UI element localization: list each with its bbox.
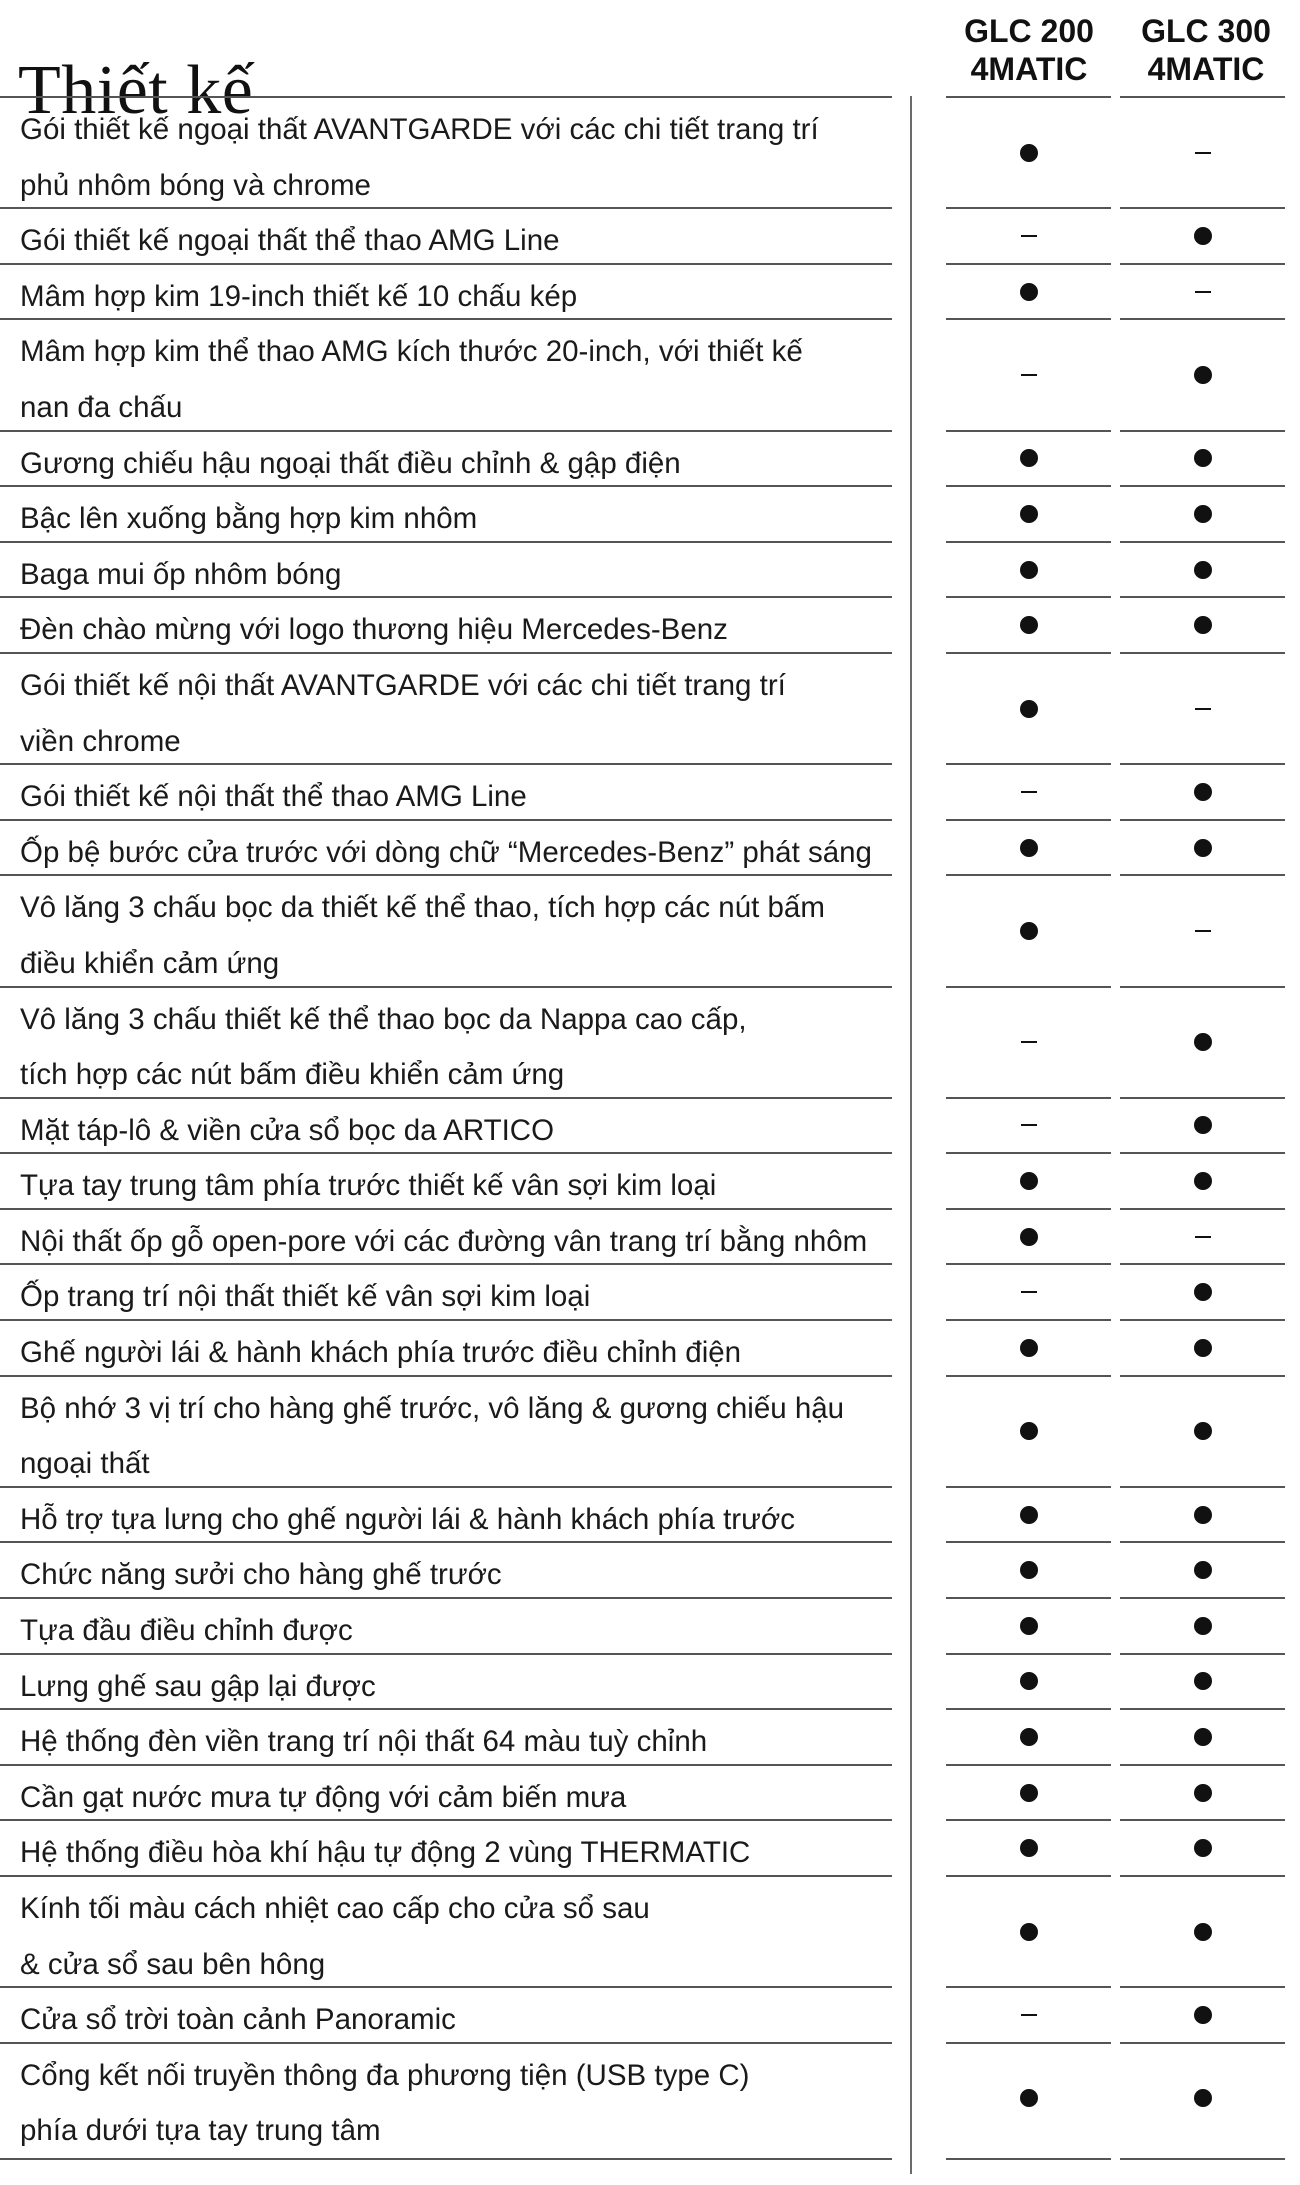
- standard-dot-icon: [1194, 2006, 1212, 2024]
- feature-label: [0, 541, 892, 597]
- table-row: [0, 986, 1300, 1097]
- table-row: [0, 874, 1300, 985]
- table-row: [0, 652, 1300, 763]
- feature-label-line: Ghế người lái & hành khách phía trước điều chỉnh điện: [20, 1336, 742, 1370]
- standard-dot-icon: [1020, 922, 1038, 940]
- standard-dot-icon: [1194, 783, 1212, 801]
- standard-dot-icon: [1194, 1506, 1212, 1524]
- glc-200-availability-cell: [946, 819, 1111, 875]
- glc-200-availability-cell: [946, 1708, 1111, 1764]
- feature-label: [0, 263, 892, 319]
- feature-label: [0, 596, 892, 652]
- feature-table: [0, 96, 1300, 2153]
- standard-dot-icon: [1020, 1923, 1038, 1941]
- table-row: [0, 263, 1300, 319]
- glc-300-availability-cell: [1120, 1819, 1285, 1875]
- feature-label: [0, 96, 892, 207]
- column-header-glc-300-4matic: [1121, 12, 1291, 88]
- column-header-line: 4MATIC: [970, 51, 1088, 87]
- feature-label-line: Cửa sổ trời toàn cảnh Panoramic: [20, 2003, 456, 2037]
- glc-300-availability-cell: [1120, 1875, 1285, 1986]
- feature-label: [0, 1819, 892, 1875]
- feature-label: [0, 1208, 892, 1264]
- standard-dot-icon: [1194, 1784, 1212, 1802]
- glc-300-availability-cell: [1120, 874, 1285, 985]
- glc-300-availability-cell: [1120, 1152, 1285, 1208]
- glc-200-availability-cell: [946, 874, 1111, 985]
- glc-200-availability-cell: [946, 1819, 1111, 1875]
- feature-label-line: Mặt táp-lô & viền cửa sổ bọc da ARTICO: [20, 1113, 555, 1147]
- glc-300-availability-cell: [1120, 1541, 1285, 1597]
- feature-label: [0, 1986, 892, 2042]
- table-row: [0, 1875, 1300, 1986]
- table-row: [0, 1708, 1300, 1764]
- not-available-dash-icon: [1195, 152, 1211, 154]
- feature-label-line: Hỗ trợ tựa lưng cho ghế người lái & hành khách phía trước: [20, 1502, 795, 1536]
- glc-200-availability-cell: [946, 1986, 1111, 2042]
- feature-label: [0, 1486, 892, 1542]
- glc-200-availability-cell: [946, 596, 1111, 652]
- table-row: [0, 2042, 1300, 2153]
- not-available-dash-icon: [1021, 2014, 1037, 2016]
- standard-dot-icon: [1020, 700, 1038, 718]
- standard-dot-icon: [1194, 1033, 1212, 1051]
- table-bottom-rule: [1120, 2158, 1285, 2160]
- glc-300-availability-cell: [1120, 2042, 1285, 2153]
- standard-dot-icon: [1020, 1561, 1038, 1579]
- feature-label: [0, 485, 892, 541]
- not-available-dash-icon: [1195, 708, 1211, 710]
- feature-label-line: phía dưới tựa tay trung tâm: [20, 2114, 381, 2148]
- glc-300-availability-cell: [1120, 1263, 1285, 1319]
- not-available-dash-icon: [1021, 235, 1037, 237]
- feature-label-line: nan đa chấu: [20, 390, 183, 424]
- feature-label-line: Cần gạt nước mưa tự động với cảm biến mưa: [20, 1780, 627, 1814]
- feature-label-line: Tựa tay trung tâm phía trước thiết kế vân sợi kim loại: [20, 1169, 717, 1203]
- standard-dot-icon: [1020, 1839, 1038, 1857]
- standard-dot-icon: [1194, 1672, 1212, 1690]
- standard-dot-icon: [1194, 839, 1212, 857]
- standard-dot-icon: [1020, 1728, 1038, 1746]
- standard-dot-icon: [1194, 449, 1212, 467]
- table-row: [0, 1208, 1300, 1264]
- feature-label: [0, 1375, 892, 1486]
- feature-label: [0, 763, 892, 819]
- glc-200-availability-cell: [946, 763, 1111, 819]
- glc-300-availability-cell: [1120, 986, 1285, 1097]
- feature-label-line: Nội thất ốp gỗ open-pore với các đường vân trang trí bằng nhôm: [20, 1224, 868, 1258]
- table-row: [0, 1653, 1300, 1709]
- standard-dot-icon: [1194, 1839, 1212, 1857]
- feature-label-line: Hệ thống điều hòa khí hậu tự động 2 vùng THERMATIC: [20, 1836, 751, 1870]
- feature-label-line: Đèn chào mừng với logo thương hiệu Mercedes-Benz: [20, 613, 728, 647]
- standard-dot-icon: [1194, 1923, 1212, 1941]
- standard-dot-icon: [1194, 1116, 1212, 1134]
- feature-label-line: & cửa sổ sau bên hông: [20, 1947, 326, 1981]
- standard-dot-icon: [1020, 1672, 1038, 1690]
- feature-label: [0, 1263, 892, 1319]
- feature-label: [0, 430, 892, 486]
- not-available-dash-icon: [1021, 1041, 1037, 1043]
- feature-label-line: Mâm hợp kim thể thao AMG kích thước 20-inch, với thiết kế: [20, 335, 803, 369]
- glc-200-availability-cell: [946, 2042, 1111, 2153]
- standard-dot-icon: [1020, 616, 1038, 634]
- feature-label-line: Tựa đầu điều chỉnh được: [20, 1614, 353, 1648]
- feature-label-line: Chức năng sưởi cho hàng ghế trước: [20, 1558, 502, 1592]
- glc-200-availability-cell: [946, 207, 1111, 263]
- feature-label-line: Gói thiết kế nội thất AVANTGARDE với các chi tiết trang trí: [20, 668, 786, 702]
- standard-dot-icon: [1194, 1617, 1212, 1635]
- glc-300-availability-cell: [1120, 596, 1285, 652]
- glc-300-availability-cell: [1120, 1653, 1285, 1709]
- feature-label: [0, 1653, 892, 1709]
- table-row: [0, 485, 1300, 541]
- glc-200-availability-cell: [946, 485, 1111, 541]
- glc-300-availability-cell: [1120, 207, 1285, 263]
- glc-300-availability-cell: [1120, 263, 1285, 319]
- glc-300-availability-cell: [1120, 96, 1285, 207]
- not-available-dash-icon: [1021, 791, 1037, 793]
- feature-label: [0, 1152, 892, 1208]
- standard-dot-icon: [1020, 1617, 1038, 1635]
- standard-dot-icon: [1194, 1172, 1212, 1190]
- standard-dot-icon: [1194, 616, 1212, 634]
- feature-label-line: Cổng kết nối truyền thông đa phương tiện (USB type C): [20, 2058, 750, 2092]
- feature-label-line: Vô lăng 3 chấu bọc da thiết kế thể thao, tích hợp các nút bấm: [20, 891, 825, 925]
- glc-300-availability-cell: [1120, 541, 1285, 597]
- feature-label-line: Baga mui ốp nhôm bóng: [20, 557, 342, 591]
- glc-300-availability-cell: [1120, 1764, 1285, 1820]
- standard-dot-icon: [1194, 227, 1212, 245]
- feature-label-line: Gói thiết kế ngoại thất thể thao AMG Line: [20, 224, 560, 258]
- glc-300-availability-cell: [1120, 485, 1285, 541]
- feature-label-line: Bộ nhớ 3 vị trí cho hàng ghế trước, vô lăng & gương chiếu hậu: [20, 1391, 845, 1425]
- standard-dot-icon: [1194, 1728, 1212, 1746]
- glc-200-availability-cell: [946, 1541, 1111, 1597]
- not-available-dash-icon: [1021, 374, 1037, 376]
- standard-dot-icon: [1194, 1283, 1212, 1301]
- feature-label-line: Mâm hợp kim 19-inch thiết kế 10 chấu kép: [20, 279, 578, 313]
- column-header-glc-200-4matic: [944, 12, 1114, 88]
- glc-200-availability-cell: [946, 318, 1111, 429]
- table-row: [0, 1319, 1300, 1375]
- standard-dot-icon: [1194, 1422, 1212, 1440]
- glc-200-availability-cell: [946, 541, 1111, 597]
- standard-dot-icon: [1020, 505, 1038, 523]
- standard-dot-icon: [1020, 449, 1038, 467]
- feature-label-line: điều khiển cảm ứng: [20, 946, 280, 980]
- not-available-dash-icon: [1021, 1124, 1037, 1126]
- column-header-line: GLC 200: [964, 13, 1094, 49]
- standard-dot-icon: [1020, 144, 1038, 162]
- table-row: [0, 819, 1300, 875]
- standard-dot-icon: [1020, 1339, 1038, 1357]
- glc-200-availability-cell: [946, 1319, 1111, 1375]
- table-row: [0, 1597, 1300, 1653]
- table-row: [0, 1986, 1300, 2042]
- feature-label: [0, 1097, 892, 1153]
- feature-label-line: ngoại thất: [20, 1447, 150, 1481]
- feature-label-line: Ốp bệ bước cửa trước với dòng chữ “Mercedes-Benz” phát sáng: [20, 835, 872, 869]
- not-available-dash-icon: [1021, 1291, 1037, 1293]
- standard-dot-icon: [1020, 839, 1038, 857]
- glc-200-availability-cell: [946, 1097, 1111, 1153]
- feature-label-line: phủ nhôm bóng và chrome: [20, 168, 371, 202]
- feature-label-line: viền chrome: [20, 724, 181, 758]
- glc-200-availability-cell: [946, 1653, 1111, 1709]
- glc-200-availability-cell: [946, 1597, 1111, 1653]
- column-header-line: 4MATIC: [1147, 51, 1265, 87]
- table-row: [0, 207, 1300, 263]
- feature-label-line: Vô lăng 3 chấu thiết kế thể thao bọc da Nappa cao cấp,: [20, 1002, 747, 1036]
- standard-dot-icon: [1020, 283, 1038, 301]
- column-header-line: GLC 300: [1141, 13, 1271, 49]
- feature-label: [0, 986, 892, 1097]
- table-row: [0, 96, 1300, 207]
- glc-300-availability-cell: [1120, 1375, 1285, 1486]
- standard-dot-icon: [1020, 1172, 1038, 1190]
- glc-200-availability-cell: [946, 1375, 1111, 1486]
- glc-300-availability-cell: [1120, 1097, 1285, 1153]
- glc-300-availability-cell: [1120, 819, 1285, 875]
- feature-label-line: Lưng ghế sau gập lại được: [20, 1669, 376, 1703]
- feature-label: [0, 1875, 892, 1986]
- feature-label-line: Kính tối màu cách nhiệt cao cấp cho cửa sổ sau: [20, 1892, 650, 1925]
- glc-200-availability-cell: [946, 263, 1111, 319]
- glc-300-availability-cell: [1120, 318, 1285, 429]
- standard-dot-icon: [1194, 505, 1212, 523]
- glc-200-availability-cell: [946, 1208, 1111, 1264]
- feature-label: [0, 1764, 892, 1820]
- glc-300-availability-cell: [1120, 652, 1285, 763]
- feature-label-line: Gương chiếu hậu ngoại thất điều chỉnh & gập điện: [20, 446, 681, 480]
- table-row: [0, 596, 1300, 652]
- table-bottom-rule: [946, 2158, 1111, 2160]
- table-row: [0, 1541, 1300, 1597]
- feature-label: [0, 1708, 892, 1764]
- feature-label: [0, 652, 892, 763]
- table-row: [0, 430, 1300, 486]
- glc-200-availability-cell: [946, 652, 1111, 763]
- feature-label-line: Ốp trang trí nội thất thiết kế vân sợi kim loại: [20, 1280, 591, 1314]
- table-row: [0, 1375, 1300, 1486]
- feature-label: [0, 819, 892, 875]
- glc-300-availability-cell: [1120, 1208, 1285, 1264]
- table-row: [0, 1263, 1300, 1319]
- glc-200-availability-cell: [946, 96, 1111, 207]
- standard-dot-icon: [1020, 561, 1038, 579]
- feature-label: [0, 874, 892, 985]
- feature-label: [0, 1597, 892, 1653]
- table-bottom-rule: [0, 2158, 892, 2160]
- glc-300-availability-cell: [1120, 430, 1285, 486]
- glc-200-availability-cell: [946, 1764, 1111, 1820]
- not-available-dash-icon: [1195, 1236, 1211, 1238]
- standard-dot-icon: [1194, 366, 1212, 384]
- glc-200-availability-cell: [946, 986, 1111, 1097]
- glc-300-availability-cell: [1120, 1486, 1285, 1542]
- table-row: [0, 1764, 1300, 1820]
- glc-300-availability-cell: [1120, 763, 1285, 819]
- table-row: [0, 1486, 1300, 1542]
- glc-300-availability-cell: [1120, 1708, 1285, 1764]
- feature-label: [0, 207, 892, 263]
- table-row: [0, 1819, 1300, 1875]
- glc-300-availability-cell: [1120, 1986, 1285, 2042]
- standard-dot-icon: [1020, 2089, 1038, 2107]
- standard-dot-icon: [1020, 1784, 1038, 1802]
- glc-300-availability-cell: [1120, 1597, 1285, 1653]
- table-row: [0, 1097, 1300, 1153]
- feature-label-line: tích hợp các nút bấm điều khiển cảm ứng: [20, 1058, 565, 1092]
- feature-label: [0, 1319, 892, 1375]
- feature-label: [0, 1541, 892, 1597]
- feature-label: [0, 318, 892, 429]
- glc-200-availability-cell: [946, 1875, 1111, 1986]
- glc-300-availability-cell: [1120, 1319, 1285, 1375]
- glc-200-availability-cell: [946, 1152, 1111, 1208]
- feature-label-line: Bậc lên xuống bằng hợp kim nhôm: [20, 502, 478, 536]
- feature-label: [0, 2042, 892, 2153]
- table-row: [0, 318, 1300, 429]
- glc-200-availability-cell: [946, 1263, 1111, 1319]
- feature-label-line: Gói thiết kế ngoại thất AVANTGARDE với các chi tiết trang trí: [20, 113, 819, 146]
- standard-dot-icon: [1194, 1561, 1212, 1579]
- standard-dot-icon: [1194, 2089, 1212, 2107]
- glc-200-availability-cell: [946, 430, 1111, 486]
- table-row: [0, 541, 1300, 597]
- standard-dot-icon: [1020, 1228, 1038, 1246]
- standard-dot-icon: [1194, 1339, 1212, 1357]
- glc-200-availability-cell: [946, 1486, 1111, 1542]
- feature-label-line: Hệ thống đèn viền trang trí nội thất 64 màu tuỳ chỉnh: [20, 1725, 708, 1759]
- feature-label-line: Gói thiết kế nội thất thể thao AMG Line: [20, 780, 527, 814]
- not-available-dash-icon: [1195, 930, 1211, 932]
- standard-dot-icon: [1020, 1506, 1038, 1524]
- table-row: [0, 763, 1300, 819]
- table-row: [0, 1152, 1300, 1208]
- page-title: Thiết kế: [18, 51, 254, 129]
- standard-dot-icon: [1020, 1422, 1038, 1440]
- standard-dot-icon: [1194, 561, 1212, 579]
- not-available-dash-icon: [1195, 291, 1211, 293]
